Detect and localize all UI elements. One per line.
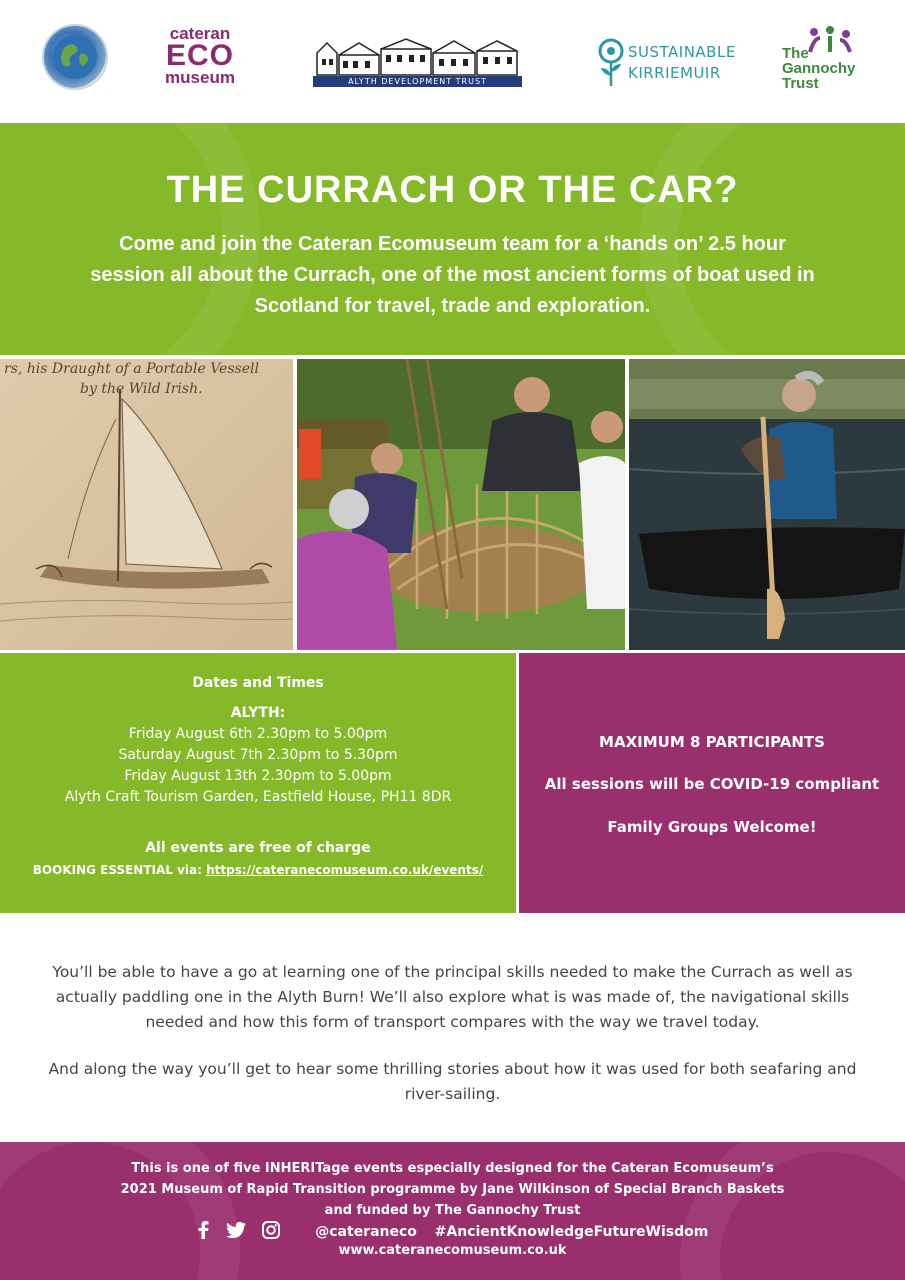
facebook-icon[interactable] [197,1221,209,1243]
session-date: Friday August 6th 2.30pm to 5.00pm [128,726,388,742]
footer-banner [0,1142,905,1280]
event-title: THE CURRACH OR THE CAR? [166,169,739,211]
session-date: Saturday August 7th 2.30pm to 5.30pm [118,747,398,763]
instagram-icon[interactable] [262,1221,280,1243]
gannochy-logo-text [782,46,855,91]
dates-town: ALYTH: [230,705,286,721]
social-handle[interactable]: @cateraneco [315,1224,417,1240]
partner-logos [0,0,905,123]
social-icons [197,1221,293,1243]
funding-statement [0,1158,905,1221]
max-participants: MAXIMUM 8 PARTICIPANTS [599,733,825,751]
gannochy-logo-line2: Gannochy [782,60,856,77]
description-paragraph: You’ll be able to have a go at learning one of the principal skills needed to make the Currach as well as actually paddling one in the Alyth Burn! We’ll also explore what is was made of, the navigational skills needed and how this form of transport compares with the way we travel today. [52,963,853,1031]
sketch-caption-1: rs, his Draught of a Portable Vessell [4,361,259,377]
funding-line-2: 2021 Museum of Rapid Transition programme by Jane Wilkinson of Special Branch Baskets [120,1182,785,1197]
basket-weaving-photo [297,359,625,650]
covid-note: All sessions will be COVID-19 compliant [544,775,880,793]
website-url[interactable]: www.cateranecomuseum.co.uk [338,1243,567,1258]
cateran-ecomuseum-logo [160,26,240,86]
gannochy-logo-line3: Trust [782,75,819,92]
event-hashtag[interactable]: #AncientKnowledgeFutureWisdom [434,1224,709,1240]
kirrie-logo-line2: KIRRIEMUIR [628,64,721,82]
gannochy-trust-logo [780,28,860,92]
kirriemuir-logo-text [628,42,736,84]
cateran-logo-line3: museum [165,68,235,87]
historic-currach-sketch [0,359,293,650]
sustainable-kirriemuir-logo [596,38,736,88]
session-date: Friday August 13th 2.30pm to 5.00pm [124,768,392,784]
hero-banner [0,123,905,355]
cateran-logo-line1: cateran [169,24,231,43]
event-subtitle: Come and join the Cateran Ecomuseum team for a ‘hands on’ 2.5 hour session all about the Currach, one of the most ancient forms of boat used in Scotland for travel, trade and exploration. [90,233,815,317]
photo-strip [0,355,905,652]
booking-note [0,863,516,877]
booking-label: BOOKING ESSENTIAL via: [32,863,207,877]
dates-panel [0,653,516,913]
info-panel [519,653,905,913]
cateran-logo-line2: ECO [165,39,234,72]
funding-line-1: This is one of five INHERITage events especially designed for the Cateran Ecomuseum’s [131,1161,774,1176]
paddling-currach-photo [629,359,905,650]
alyth-trust-name: ALYTH DEVELOPMENT TRUST [313,76,522,87]
description-paragraph-2: And along the way you’ll get to hear some thrilling stories about how it was used for both seafaring and river-sailing. [48,1060,857,1103]
venue-address: Alyth Craft Tourism Garden, Eastfield House, PH11 8DR [64,789,452,805]
twitter-icon[interactable] [226,1222,246,1242]
alyth-development-trust-logo [313,35,522,87]
kirrie-logo-line1: SUSTAINABLE [628,43,736,61]
funding-line-3: and funded by The Gannochy Trust [324,1203,581,1218]
booking-link[interactable]: https://cateranecomuseum.co.uk/events/ [206,863,484,877]
free-of-charge-note: All events are free of charge [145,840,371,856]
dates-heading: Dates and Times [192,675,324,691]
gannochy-logo-line1: The [782,45,809,62]
social-row [0,1221,905,1243]
sketch-caption-2: by the Wild Irish. [80,381,203,397]
climate-cafe-logo [42,24,108,90]
family-note: Family Groups Welcome! [607,818,817,836]
